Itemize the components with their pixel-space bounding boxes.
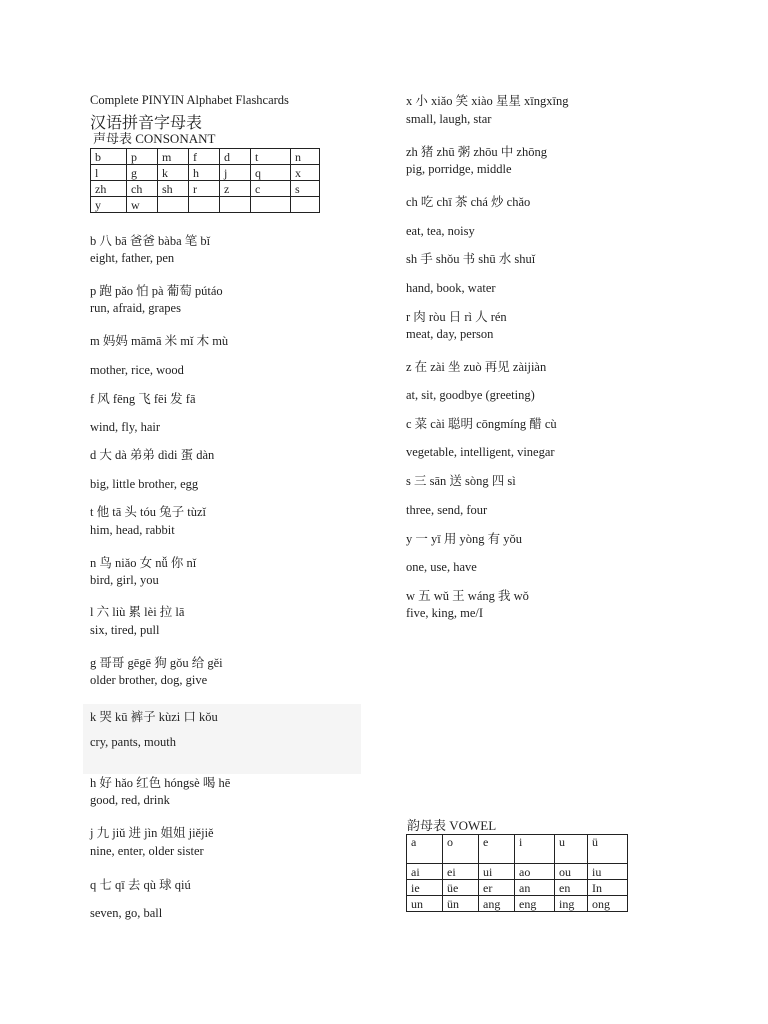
- table-cell: c: [251, 181, 291, 197]
- card-english: eight, father, pen: [90, 251, 175, 265]
- card-english: good, red, drink: [90, 793, 170, 807]
- card-chinese: w 五 wǔ 王 wáng 我 wǒ: [406, 589, 529, 603]
- table-cell: k: [158, 165, 189, 181]
- table-row: [407, 896, 628, 912]
- table-cell: m: [158, 149, 189, 165]
- table-cell: ong: [588, 896, 628, 912]
- card-english: pig, porridge, middle: [406, 162, 512, 176]
- table-cell: sh: [158, 181, 189, 197]
- table-cell: ou: [555, 864, 588, 880]
- table-cell: e: [479, 835, 515, 864]
- card-chinese: y 一 yī 用 yòng 有 yǒu: [406, 532, 522, 546]
- table-row: [91, 181, 320, 197]
- table-cell: ch: [127, 181, 158, 197]
- table-cell: ang: [479, 896, 515, 912]
- table-cell: n: [291, 149, 320, 165]
- card-chinese: j 九 jiǔ 进 jìn 姐姐 jiějiě: [90, 826, 214, 840]
- table-cell: j: [220, 165, 251, 181]
- table-cell: ing: [555, 896, 588, 912]
- card-english: him, head, rabbit: [90, 523, 175, 537]
- table-cell: [291, 197, 320, 213]
- card-chinese: sh 手 shǒu 书 shū 水 shuǐ: [406, 252, 536, 266]
- vowel-heading: 韵母表 VOWEL: [407, 818, 497, 833]
- card-chinese: zh 猪 zhū 粥 zhōu 中 zhōng: [406, 145, 547, 159]
- consonant-table: [90, 148, 320, 213]
- table-row: [91, 197, 320, 213]
- table-cell: u: [555, 835, 588, 864]
- table-cell: ai: [407, 864, 443, 880]
- table-cell: ui: [479, 864, 515, 880]
- card-english: wind, fly, hair: [90, 420, 161, 434]
- table-cell: ü: [588, 835, 628, 864]
- card-english: eat, tea, noisy: [406, 224, 475, 238]
- card-english: six, tired, pull: [90, 623, 160, 637]
- table-cell: ao: [515, 864, 555, 880]
- table-cell: y: [91, 197, 127, 213]
- table-cell: ie: [407, 880, 443, 896]
- card-chinese: s 三 sān 送 sòng 四 sì: [406, 474, 516, 488]
- table-row: [407, 880, 628, 896]
- table-cell: t: [251, 149, 291, 165]
- card-english: nine, enter, older sister: [90, 844, 204, 858]
- card-english: seven, go, ball: [90, 906, 163, 920]
- table-cell: s: [291, 181, 320, 197]
- table-cell: [189, 197, 220, 213]
- table-cell: r: [189, 181, 220, 197]
- table-cell: In: [588, 880, 628, 896]
- card-chinese: p 跑 pǎo 怕 pà 葡萄 pútáo: [90, 284, 223, 298]
- card-english: small, laugh, star: [406, 112, 492, 126]
- card-english: one, use, have: [406, 560, 477, 574]
- card-chinese: t 他 tā 头 tóu 兔子 tùzǐ: [90, 505, 206, 519]
- table-cell: o: [443, 835, 479, 864]
- table-cell: a: [407, 835, 443, 864]
- page-title-en: Complete PINYIN Alphabet Flashcards: [90, 93, 289, 107]
- card-english: mother, rice, wood: [90, 363, 184, 377]
- card-english: meat, day, person: [406, 327, 494, 341]
- table-cell: ün: [443, 896, 479, 912]
- card-chinese: q 七 qī 去 qù 球 qiú: [90, 878, 191, 892]
- card-chinese: r 肉 ròu 日 rì 人 rén: [406, 310, 507, 324]
- card-chinese: d 大 dà 弟弟 dìdi 蛋 dàn: [90, 448, 215, 462]
- table-cell: d: [220, 149, 251, 165]
- table-cell: w: [127, 197, 158, 213]
- table-cell: en: [555, 880, 588, 896]
- table-cell: ei: [443, 864, 479, 880]
- card-chinese: b 八 bā 爸爸 bàba 笔 bǐ: [90, 234, 211, 248]
- consonant-heading: 声母表 CONSONANT: [93, 131, 216, 146]
- table-cell: z: [220, 181, 251, 197]
- card-chinese: g 哥哥 gēgē 狗 gǒu 给 gěi: [90, 656, 223, 670]
- card-chinese: m 妈妈 māmā 米 mǐ 木 mù: [90, 334, 229, 348]
- table-row: [91, 165, 320, 181]
- table-cell: er: [479, 880, 515, 896]
- table-cell: iu: [588, 864, 628, 880]
- table-cell: üe: [443, 880, 479, 896]
- card-chinese: z 在 zài 坐 zuò 再见 zàijiàn: [406, 360, 547, 374]
- card-chinese: c 菜 cài 聪明 cōngmíng 醋 cù: [406, 417, 557, 431]
- card-english: five, king, me/I: [406, 606, 484, 620]
- table-cell: [220, 197, 251, 213]
- card-chinese: f 风 fēng 飞 fēi 发 fā: [90, 392, 196, 406]
- page-title-zh: 汉语拼音字母表: [90, 115, 203, 132]
- table-row: [91, 149, 320, 165]
- table-cell: b: [91, 149, 127, 165]
- table-cell: g: [127, 165, 158, 181]
- vowel-table: [406, 834, 628, 912]
- table-cell: l: [91, 165, 127, 181]
- table-cell: q: [251, 165, 291, 181]
- card-english: cry, pants, mouth: [90, 735, 176, 749]
- card-english: hand, book, water: [406, 281, 496, 295]
- card-chinese: x 小 xiǎo 笑 xiào 星星 xīngxīng: [406, 94, 569, 108]
- card-english: bird, girl, you: [90, 573, 159, 587]
- card-chinese: k 哭 kū 裤子 kùzi 口 kǒu: [90, 710, 218, 724]
- card-english: run, afraid, grapes: [90, 301, 181, 315]
- card-english: vegetable, intelligent, vinegar: [406, 445, 555, 459]
- table-cell: p: [127, 149, 158, 165]
- table-cell: zh: [91, 181, 127, 197]
- card-chinese: n 鸟 niǎo 女 nǚ 你 nǐ: [90, 556, 197, 570]
- table-cell: h: [189, 165, 220, 181]
- card-english: three, send, four: [406, 503, 488, 517]
- table-cell: un: [407, 896, 443, 912]
- card-chinese: l 六 liù 累 lèi 拉 lā: [90, 605, 185, 619]
- table-row: [407, 864, 628, 880]
- card-english: big, little brother, egg: [90, 477, 199, 491]
- card-english: at, sit, goodbye (greeting): [406, 388, 535, 402]
- table-cell: [251, 197, 291, 213]
- card-chinese: h 好 hǎo 红色 hóngsè 喝 hē: [90, 776, 231, 790]
- table-cell: [158, 197, 189, 213]
- table-cell: eng: [515, 896, 555, 912]
- table-cell: an: [515, 880, 555, 896]
- table-row: [407, 835, 628, 864]
- table-cell: i: [515, 835, 555, 864]
- card-english: older brother, dog, give: [90, 673, 208, 687]
- table-cell: x: [291, 165, 320, 181]
- table-cell: f: [189, 149, 220, 165]
- card-chinese: ch 吃 chī 茶 chá 炒 chǎo: [406, 195, 531, 209]
